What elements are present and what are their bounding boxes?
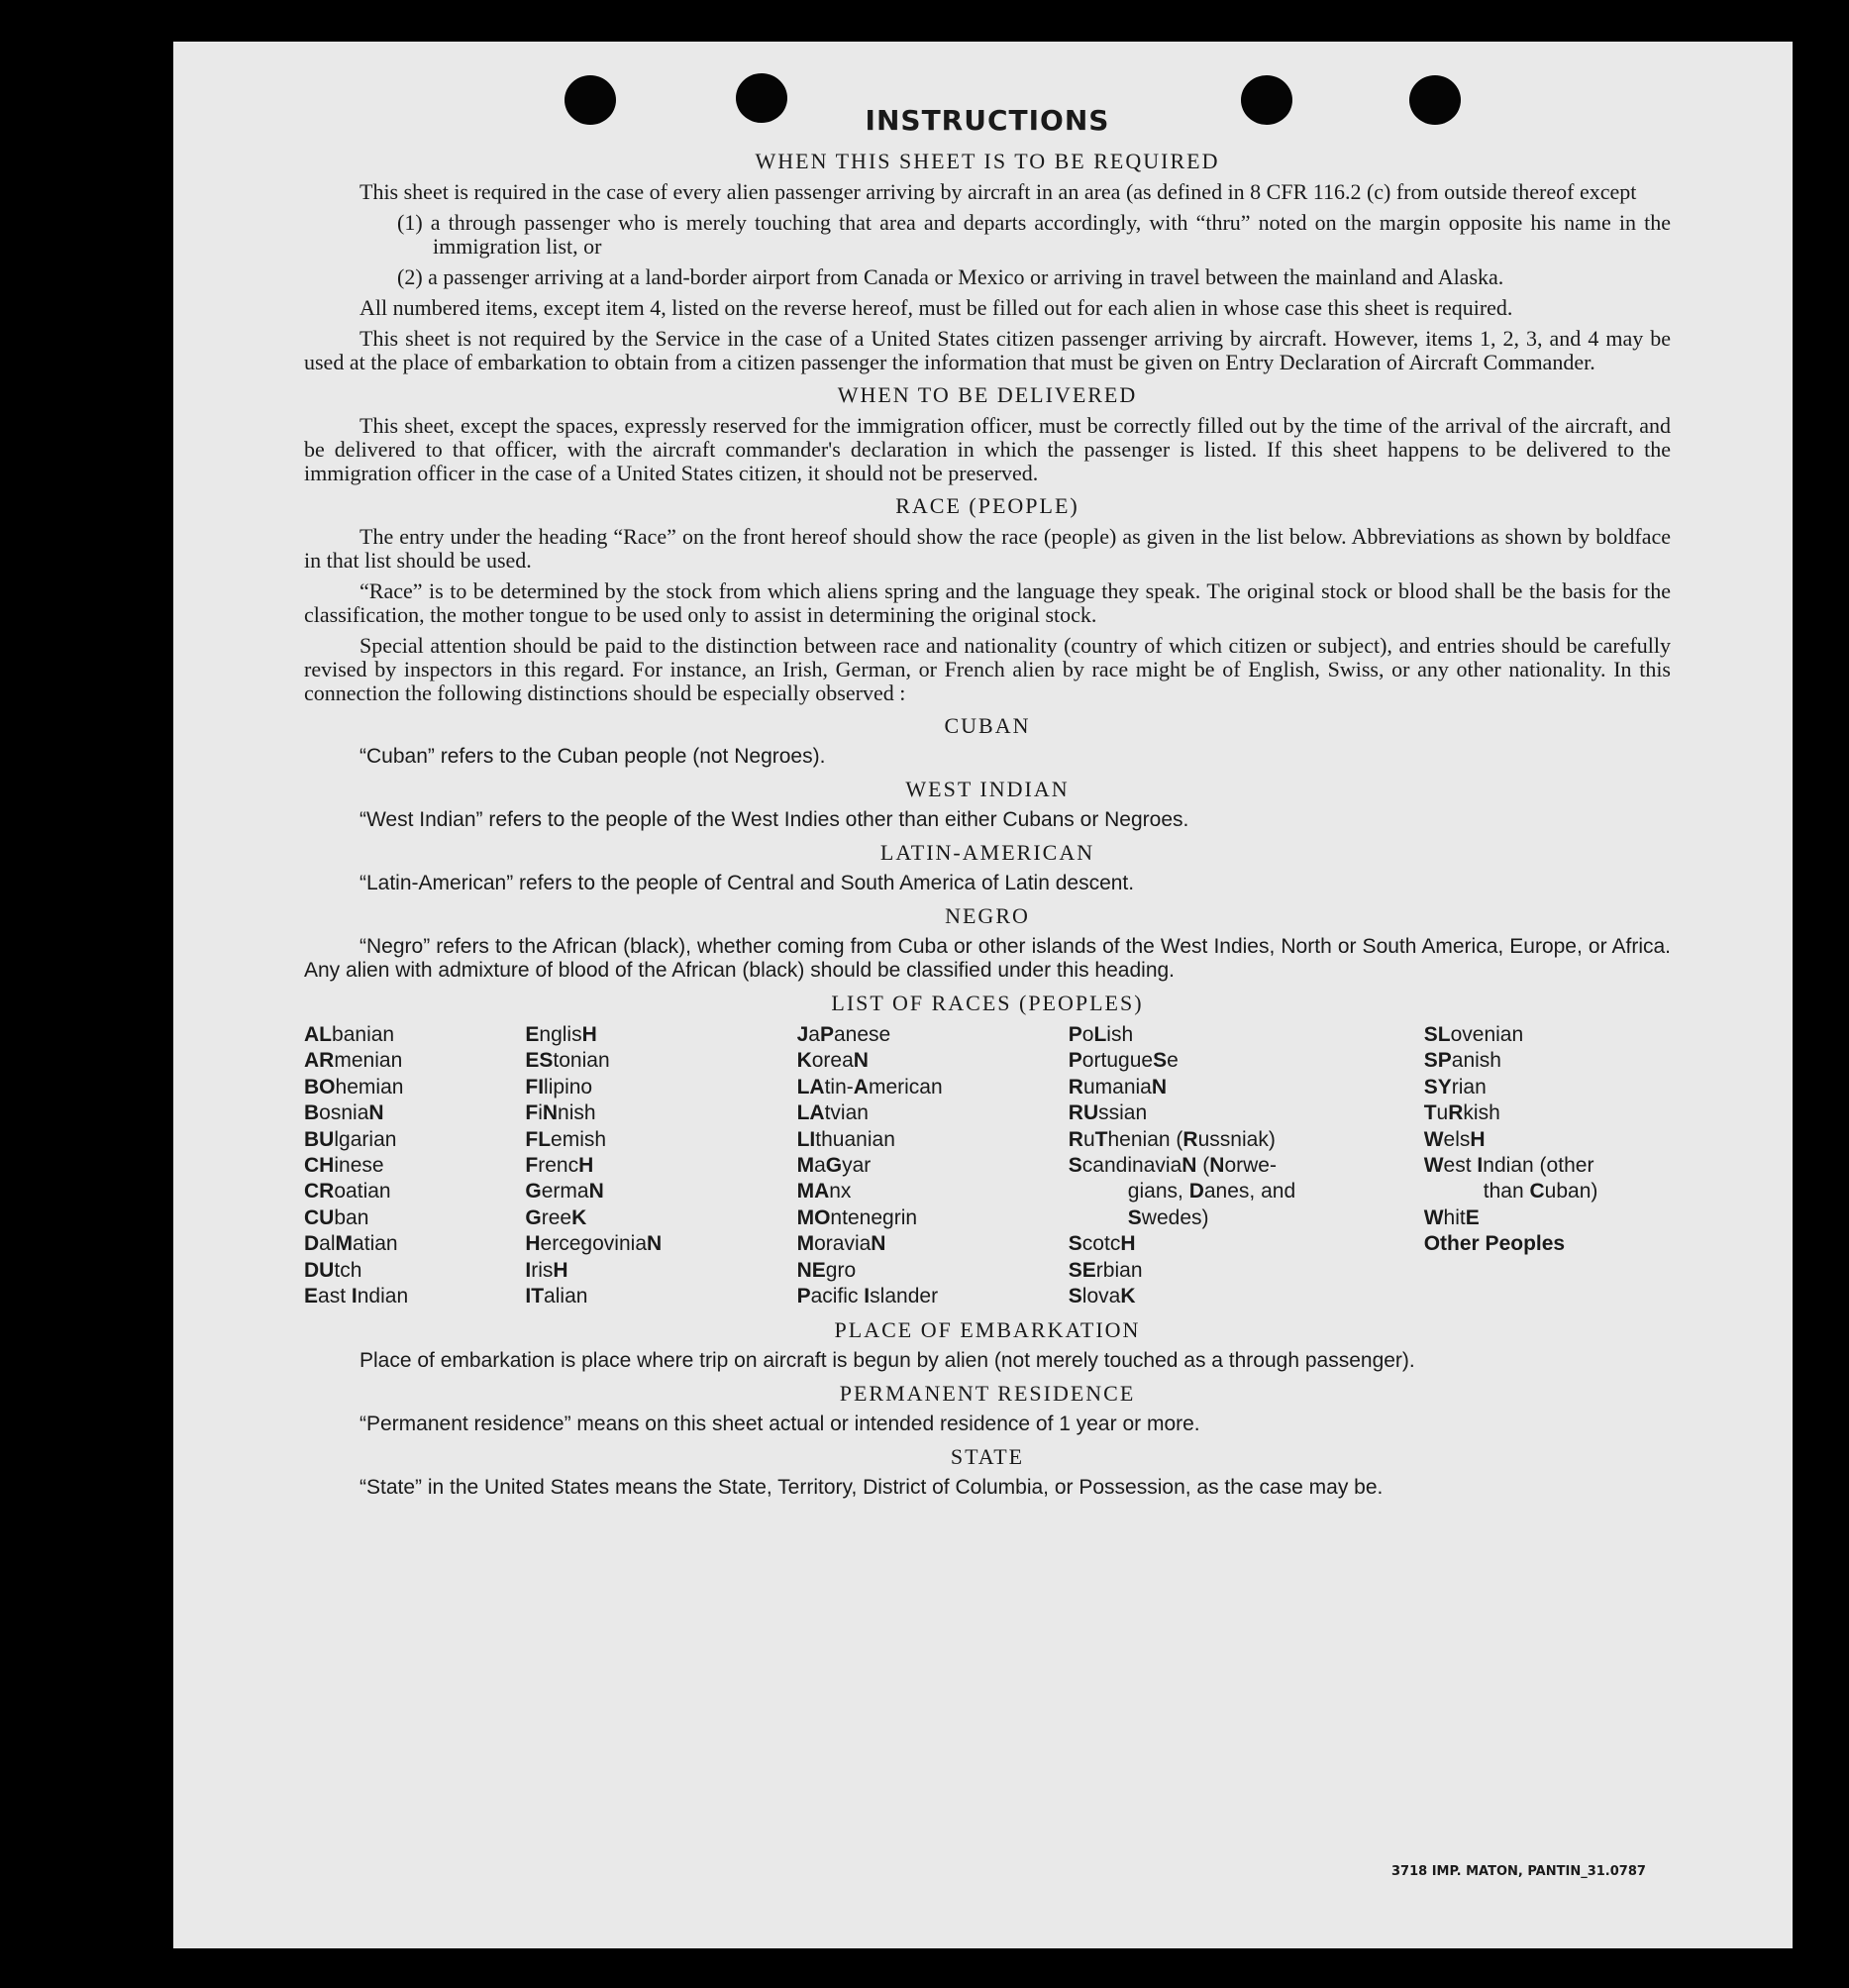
race-item: LIthuanian <box>796 1127 895 1151</box>
race-item-other-peoples: Other Peoples <box>1423 1232 1566 1256</box>
race-para-2: “Race” is to be determined by the stock from which aliens spring and the language they speak. The original stock or blood shall be the basis for the classification, the mother tongue to be used only to assist in determining the original stock. <box>304 578 1671 627</box>
heading-negro: NEGRO <box>945 903 1030 928</box>
race-item: SYrian <box>1423 1075 1487 1099</box>
race-item: MAnx <box>796 1180 852 1203</box>
race-item: GreeK <box>525 1205 587 1229</box>
race-item: IrisH <box>525 1258 568 1282</box>
residence-text: “Permanent residence” means on this sheet actual or intended residence of 1 year or more. <box>360 1413 1200 1436</box>
race-item: BosniaN <box>304 1101 384 1125</box>
race-para-3: Special attention should be paid to the distinction between race and nationality (country of which citizen or subject), and entries should be carefully revised by inspectors in this regard. For instance, an Irish, German, or French alien by race might be of English, Swiss, or any other nationality. In this connection the following distinctions should be especially observed : <box>304 633 1671 705</box>
heading-cuban: CUBAN <box>944 713 1031 738</box>
race-item: WelsH <box>1423 1127 1486 1151</box>
negro-text: “Negro” refers to the African (black), whether coming from Cuba or other islands of the West Indies, North or South America, Europe, or Africa. Any alien with admixture of blood of the African (black) should be classified under this heading. <box>304 935 1671 982</box>
race-item: MaGyar <box>796 1153 872 1177</box>
race-item: FrencH <box>525 1153 594 1177</box>
race-column-1 <box>304 1022 525 1309</box>
race-item: NEgro <box>796 1258 857 1282</box>
heading-residence: PERMANENT RESIDENCE <box>839 1381 1136 1407</box>
race-item-continuation: than Cuban) <box>1483 1180 1598 1203</box>
heading-west-indian: WEST INDIAN <box>905 777 1070 801</box>
race-item: SLovenian <box>1423 1023 1524 1046</box>
race-column-3 <box>797 1022 1069 1309</box>
instructions-content <box>304 101 1671 1507</box>
race-item: ScandinaviaN (Norwe- <box>1068 1153 1277 1177</box>
race-item: DalMatian <box>304 1232 398 1256</box>
heading-list-of-races: LIST OF RACES (PEOPLES) <box>831 991 1144 1015</box>
race-item: BUlgarian <box>304 1127 397 1151</box>
race-item: East Indian <box>304 1284 409 1308</box>
race-item-continuation: Swedes) <box>1127 1205 1209 1229</box>
race-item: MoraviaN <box>796 1232 886 1256</box>
race-item: SErbian <box>1068 1258 1143 1282</box>
heading-embarkation: PLACE OF EMBARKATION <box>834 1317 1141 1343</box>
race-item: ITalian <box>525 1284 588 1308</box>
race-item: ALbanian <box>304 1023 395 1046</box>
heading-state: STATE <box>950 1444 1025 1470</box>
heading-delivered: WHEN TO BE DELIVERED <box>837 382 1138 407</box>
race-item-continuation: gians, Danes, and <box>1127 1180 1296 1203</box>
state-text: “State” in the United States means the State, Territory, District of Columbia, or Possession, as the case may be. <box>360 1476 1384 1500</box>
race-item: SPanish <box>1423 1049 1501 1073</box>
required-item-1: (1) a through passenger who is merely touching that area and departs accordingly, with “thru” noted on the margin opposite his name in the immigration list, or <box>397 210 1671 259</box>
race-item: LAtin-American <box>796 1075 943 1099</box>
race-para-1: The entry under the heading “Race” on the front hereof should show the race (people) as given in the list below. Abbreviations as shown by boldface in that list should be used. <box>304 524 1671 573</box>
race-list <box>304 1022 1671 1309</box>
race-item: CHinese <box>304 1153 384 1177</box>
race-item: WhitE <box>1423 1205 1480 1229</box>
race-column-2 <box>525 1022 796 1309</box>
race-item: ScotcH <box>1068 1232 1136 1256</box>
printer-imprint: 3718 IMP. MATON, PANTIN_31.0787 <box>1391 1864 1646 1879</box>
required-item-2: (2) a passenger arriving at a land-border airport from Canada or Mexico or arriving in travel between the mainland and Alaska. <box>397 264 1504 289</box>
race-item: KoreaN <box>796 1049 869 1073</box>
race-item: FIlipino <box>525 1075 593 1099</box>
race-item: PortugueSe <box>1068 1049 1179 1073</box>
required-para-3: This sheet is not required by the Service in the case of a United States citizen passenger arriving by aircraft. However, items 1, 2, 3, and 4 may be used at the place of embarkation to obtain from a citizen passenger the information that must be given on Entry Declaration of Aircraft Commander. <box>304 326 1671 374</box>
race-item: DUtch <box>304 1258 362 1282</box>
race-item: FLemish <box>525 1127 607 1151</box>
race-item: GermaN <box>525 1180 604 1203</box>
race-item: SlovaK <box>1068 1284 1136 1308</box>
race-item: EStonian <box>525 1049 610 1073</box>
race-item: PoLish <box>1068 1023 1134 1046</box>
race-item: West Indian (other <box>1423 1153 1594 1177</box>
required-intro: This sheet is required in the case of every alien passenger arriving by aircraft in an area (as defined in 8 CFR 116.2 (c) from outside thereof except <box>360 179 1637 204</box>
race-item: BOhemian <box>304 1075 404 1099</box>
race-item: CUban <box>304 1205 369 1229</box>
race-item: HercegoviniaN <box>525 1232 663 1256</box>
race-item: EnglisH <box>525 1023 597 1046</box>
race-item: ARmenian <box>304 1049 403 1073</box>
race-item: RUssian <box>1068 1101 1148 1125</box>
race-item: CRoatian <box>304 1180 391 1203</box>
race-column-5 <box>1424 1022 1671 1309</box>
race-item: RuThenian (Russniak) <box>1068 1127 1276 1151</box>
embarkation-text: Place of embarkation is place where trip on aircraft is begun by alien (not merely touched as a through passenger). <box>360 1349 1415 1373</box>
delivered-text: This sheet, except the spaces, expressly reserved for the immigration officer, must be correctly filled out by the time of the arrival of the aircraft, and be delivered to that officer, with the aircraft commander's declaration in which the passenger is listed. If this sheet happens to be delivered to the immigration officer in the case of a United States citizen, it should not be preserved. <box>304 413 1671 485</box>
heading-latin-american: LATIN-AMERICAN <box>879 840 1095 865</box>
race-column-4 <box>1069 1022 1424 1309</box>
heading-required: WHEN THIS SHEET IS TO BE REQUIRED <box>755 149 1220 173</box>
heading-race: RACE (PEOPLE) <box>895 493 1079 518</box>
required-para-2: All numbered items, except item 4, listed on the reverse hereof, must be filled out for each alien in whose case this sheet is required. <box>360 295 1513 320</box>
cuban-text: “Cuban” refers to the Cuban people (not Negroes). <box>360 745 826 768</box>
page-title: INSTRUCTIONS <box>865 104 1110 137</box>
document-sheet <box>173 42 1793 1948</box>
race-item: Pacific Islander <box>796 1284 939 1308</box>
latin-american-text: “Latin-American” refers to the people of Central and South America of Latin descent. <box>360 872 1135 894</box>
race-item: MOntenegrin <box>796 1205 918 1229</box>
race-item: FiNnish <box>525 1101 596 1125</box>
race-item: TuRkish <box>1423 1101 1500 1125</box>
west-indian-text: “West Indian” refers to the people of the West Indies other than either Cubans or Negroes. <box>360 808 1189 831</box>
race-item: RumaniaN <box>1068 1075 1168 1099</box>
race-item: LAtvian <box>796 1101 869 1125</box>
race-item: JaPanese <box>796 1023 891 1046</box>
